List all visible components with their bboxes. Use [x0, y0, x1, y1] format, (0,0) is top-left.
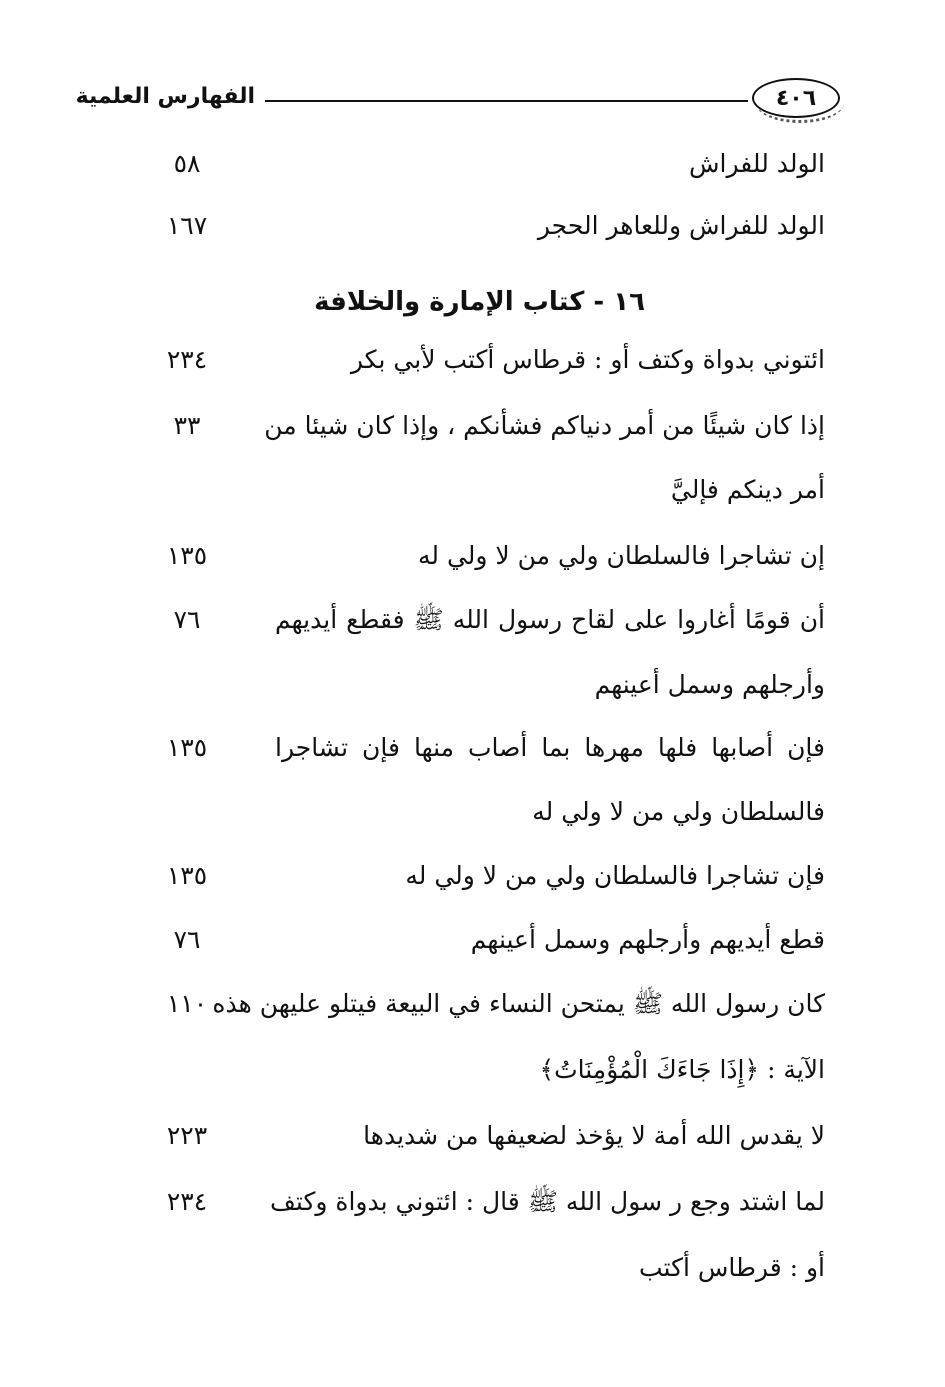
index-entry-continuation — [0, 460, 945, 520]
entry-text-continued: الآية : ﴿إِذَا جَاءَكَ الْمُؤْمِنَاتُ﴾ — [539, 1055, 825, 1084]
entry-text-continued: أمر دينكم فإليَّ — [670, 475, 825, 504]
entry-text: إن تشاجرا فالسلطان ولي من لا ولي له — [417, 541, 825, 570]
index-entry — [0, 134, 945, 194]
entry-page-number: ٢٣٤ — [166, 345, 208, 374]
index-entry-continuation — [0, 1040, 945, 1100]
section-heading-row — [0, 272, 945, 332]
section-heading: ١٦ - كتاب الإمارة والخلافة — [314, 287, 645, 317]
index-entry-continuation — [0, 1238, 945, 1298]
entry-text-continued: وأرجلهم وسمل أعينهم — [594, 670, 825, 699]
index-entry — [0, 590, 945, 650]
entry-text: كان رسول الله ﷺ يمتحن النساء في البيعة فيتلو عليهن هذه — [212, 989, 825, 1018]
entry-text: فإن تشاجرا فالسلطان ولي من لا ولي له — [405, 861, 825, 890]
entry-page-number: ٣٣ — [173, 411, 201, 440]
entry-text: إذا كان شيئًا من أمر دنياكم فشأنكم ، وإذا كان شيئا من — [264, 411, 825, 440]
entry-text: الولد للفراش — [689, 149, 825, 178]
entry-text: لا يقدس الله أمة لا يؤخذ لضعيفها من شديدها — [363, 1121, 825, 1150]
entry-text: الولد للفراش وللعاهر الحجر — [537, 211, 825, 240]
entry-page-number: ٢٣٤ — [166, 1187, 208, 1216]
entry-page-number: ١٦٧ — [166, 211, 208, 240]
entry-text-continued: فالسلطان ولي من لا ولي له — [532, 797, 825, 826]
entry-page-number: ١٣٥ — [166, 541, 208, 570]
page-number: ٤٠٦ — [775, 85, 817, 111]
page-number-oval — [752, 78, 840, 118]
entry-page-number: ١١٠ — [166, 989, 208, 1018]
index-entry-continuation — [0, 655, 945, 715]
index-entry — [0, 718, 945, 778]
index-entry — [0, 396, 945, 456]
entry-text: قطع أيديهم وأرجلهم وسمل أعينهم — [470, 925, 825, 954]
index-entry — [0, 846, 945, 906]
index-entry — [0, 526, 945, 586]
header-rule — [265, 100, 748, 102]
index-entry — [0, 910, 945, 970]
index-entry — [0, 1172, 945, 1232]
index-entry-continuation — [0, 782, 945, 842]
entry-page-number: ٢٢٣ — [166, 1121, 208, 1150]
entry-text: فإن أصابها فلها مهرها بما أصاب منها فإن تشاجرا — [275, 733, 825, 762]
index-entry — [0, 196, 945, 256]
index-entry — [0, 974, 945, 1034]
entry-page-number: ٧٦ — [173, 925, 201, 954]
entry-text: ائتوني بدواة وكتف أو : قرطاس أكتب لأبي بكر — [350, 345, 825, 374]
entry-page-number: ١٣٥ — [166, 861, 208, 890]
header-title: الفهارس العلمية — [75, 84, 255, 109]
index-entry — [0, 330, 945, 390]
entry-text: أن قومًا أغاروا على لقاح رسول الله ﷺ فقطع أيديهم — [275, 605, 825, 634]
entry-text-continued: أو : قرطاس أكتب — [639, 1253, 825, 1282]
entry-text: لما اشتد وجع ر سول الله ﷺ قال : ائتوني بدواة وكتف — [270, 1187, 825, 1216]
index-entry — [0, 1106, 945, 1166]
page-header — [75, 78, 840, 126]
entry-page-number: ٥٨ — [173, 149, 201, 178]
entry-page-number: ١٣٥ — [166, 733, 208, 762]
entry-page-number: ٧٦ — [173, 605, 201, 634]
